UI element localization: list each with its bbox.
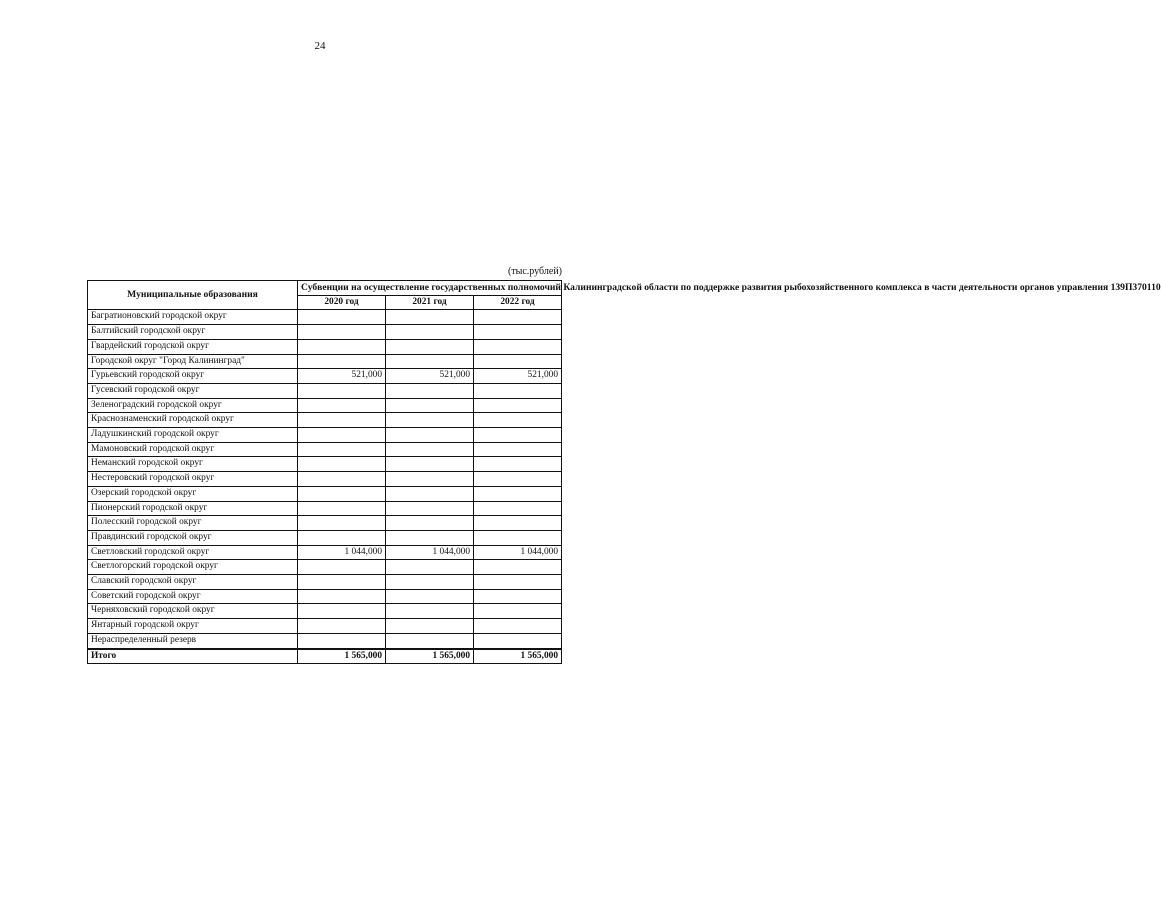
value-2021 [386, 575, 474, 590]
table-row [88, 589, 562, 604]
value-2022 [474, 310, 562, 325]
value-2021 [386, 633, 474, 648]
table-row [88, 339, 562, 354]
municipality-name: Озерский городской округ [88, 486, 298, 501]
table-row [88, 501, 562, 516]
total-2021: 1 565,000 [386, 649, 474, 664]
table-row [88, 575, 562, 590]
value-2021 [386, 339, 474, 354]
value-2022 [474, 472, 562, 487]
value-2021 [386, 604, 474, 619]
value-2021 [386, 310, 474, 325]
value-2020 [298, 457, 386, 472]
value-2020 [298, 398, 386, 413]
value-2022 [474, 339, 562, 354]
value-2020 [298, 619, 386, 634]
municipality-name: Нестеровский городской округ [88, 472, 298, 487]
table-row [88, 633, 562, 648]
value-2020 [298, 560, 386, 575]
total-2022: 1 565,000 [474, 649, 562, 664]
municipality-name: Гурьевский городской округ [88, 369, 298, 384]
value-2021 [386, 530, 474, 545]
table-row [88, 413, 562, 428]
value-2020 [298, 472, 386, 487]
table-row [88, 619, 562, 634]
table-row [88, 325, 562, 340]
value-2021 [386, 398, 474, 413]
table-row [88, 560, 562, 575]
municipality-name: Неманский городской округ [88, 457, 298, 472]
value-2020 [298, 354, 386, 369]
municipality-name: Гвардейский городской округ [88, 339, 298, 354]
value-2020 [298, 589, 386, 604]
table-row [88, 310, 562, 325]
table-row [88, 398, 562, 413]
table-row [88, 354, 562, 369]
value-2022: 1 044,000 [474, 545, 562, 560]
value-2021 [386, 383, 474, 398]
municipality-name: Багратионовский городской округ [88, 310, 298, 325]
value-2020 [298, 633, 386, 648]
value-2021 [386, 325, 474, 340]
table-row [88, 442, 562, 457]
table-row [88, 383, 562, 398]
value-2020 [298, 501, 386, 516]
municipality-name: Краснознаменский городской округ [88, 413, 298, 428]
municipality-name: Светлогорский городской округ [88, 560, 298, 575]
table-row [88, 457, 562, 472]
value-2022 [474, 442, 562, 457]
municipality-name: Правдинский городской округ [88, 530, 298, 545]
value-2020 [298, 516, 386, 531]
value-2022 [474, 619, 562, 634]
value-2022 [474, 325, 562, 340]
total-label: Итого [88, 649, 298, 664]
value-2021 [386, 442, 474, 457]
value-2022 [474, 354, 562, 369]
value-2021 [386, 457, 474, 472]
value-2022 [474, 457, 562, 472]
header-year-2021: 2021 год [386, 295, 474, 310]
table-row [88, 428, 562, 443]
value-2021 [386, 589, 474, 604]
table-row [88, 604, 562, 619]
municipality-name: Советский городской округ [88, 589, 298, 604]
municipality-name: Зеленоградский городской округ [88, 398, 298, 413]
value-2021 [386, 560, 474, 575]
table-row [88, 472, 562, 487]
municipality-name: Балтийский городской округ [88, 325, 298, 340]
header-subvention: Субвенции на осуществление государственных полномочий Калининградской области по поддержке развития рыбохозяйственного комплекса в части деятельности органов управления 139П370110 [298, 281, 562, 296]
value-2020 [298, 604, 386, 619]
value-2021 [386, 501, 474, 516]
value-2021 [386, 428, 474, 443]
value-2022 [474, 413, 562, 428]
value-2022 [474, 516, 562, 531]
municipality-name: Светловский городской округ [88, 545, 298, 560]
value-2022 [474, 428, 562, 443]
value-2022 [474, 486, 562, 501]
municipality-name: Славский городской округ [88, 575, 298, 590]
value-2021 [386, 619, 474, 634]
page-number: 24 [314, 40, 326, 52]
value-2022 [474, 501, 562, 516]
value-2021 [386, 413, 474, 428]
value-2020 [298, 310, 386, 325]
value-2020: 1 044,000 [298, 545, 386, 560]
value-2021 [386, 472, 474, 487]
total-2020: 1 565,000 [298, 649, 386, 664]
value-2020 [298, 339, 386, 354]
table-row [88, 545, 562, 560]
value-2021 [386, 486, 474, 501]
value-2021 [386, 354, 474, 369]
value-2022 [474, 398, 562, 413]
value-2021: 1 044,000 [386, 545, 474, 560]
municipality-name: Черняховский городской округ [88, 604, 298, 619]
table-row [88, 369, 562, 384]
value-2020 [298, 413, 386, 428]
value-2020: 521,000 [298, 369, 386, 384]
header-municipalities: Муниципальные образования [88, 281, 298, 310]
value-2021 [386, 516, 474, 531]
municipality-name: Мамоновский городской округ [88, 442, 298, 457]
value-2022: 521,000 [474, 369, 562, 384]
value-2020 [298, 383, 386, 398]
municipality-name: Нераспределенный резерв [88, 633, 298, 648]
value-2022 [474, 560, 562, 575]
table-total-row [88, 649, 562, 664]
header-year-2022: 2022 год [474, 295, 562, 310]
value-2020 [298, 530, 386, 545]
unit-label: (тыс.рублей) [507, 266, 562, 277]
municipality-name: Ладушкинский городской округ [88, 428, 298, 443]
value-2022 [474, 575, 562, 590]
table-row [88, 530, 562, 545]
municipality-name: Янтарный городской округ [88, 619, 298, 634]
municipality-name: Гусевский городской округ [88, 383, 298, 398]
value-2022 [474, 604, 562, 619]
table-body [88, 310, 562, 649]
value-2022 [474, 589, 562, 604]
value-2020 [298, 428, 386, 443]
value-2020 [298, 442, 386, 457]
value-2020 [298, 486, 386, 501]
value-2021: 521,000 [386, 369, 474, 384]
municipality-name: Полесский городской округ [88, 516, 298, 531]
municipality-name: Пионерский городской округ [88, 501, 298, 516]
subvention-table [87, 280, 1161, 664]
value-2022 [474, 383, 562, 398]
municipality-name: Городской округ "Город Калининград" [88, 354, 298, 369]
value-2020 [298, 325, 386, 340]
table-row [88, 486, 562, 501]
value-2022 [474, 530, 562, 545]
table-row [88, 516, 562, 531]
value-2022 [474, 633, 562, 648]
table-header-row [88, 281, 562, 296]
value-2020 [298, 575, 386, 590]
header-year-2020: 2020 год [298, 295, 386, 310]
